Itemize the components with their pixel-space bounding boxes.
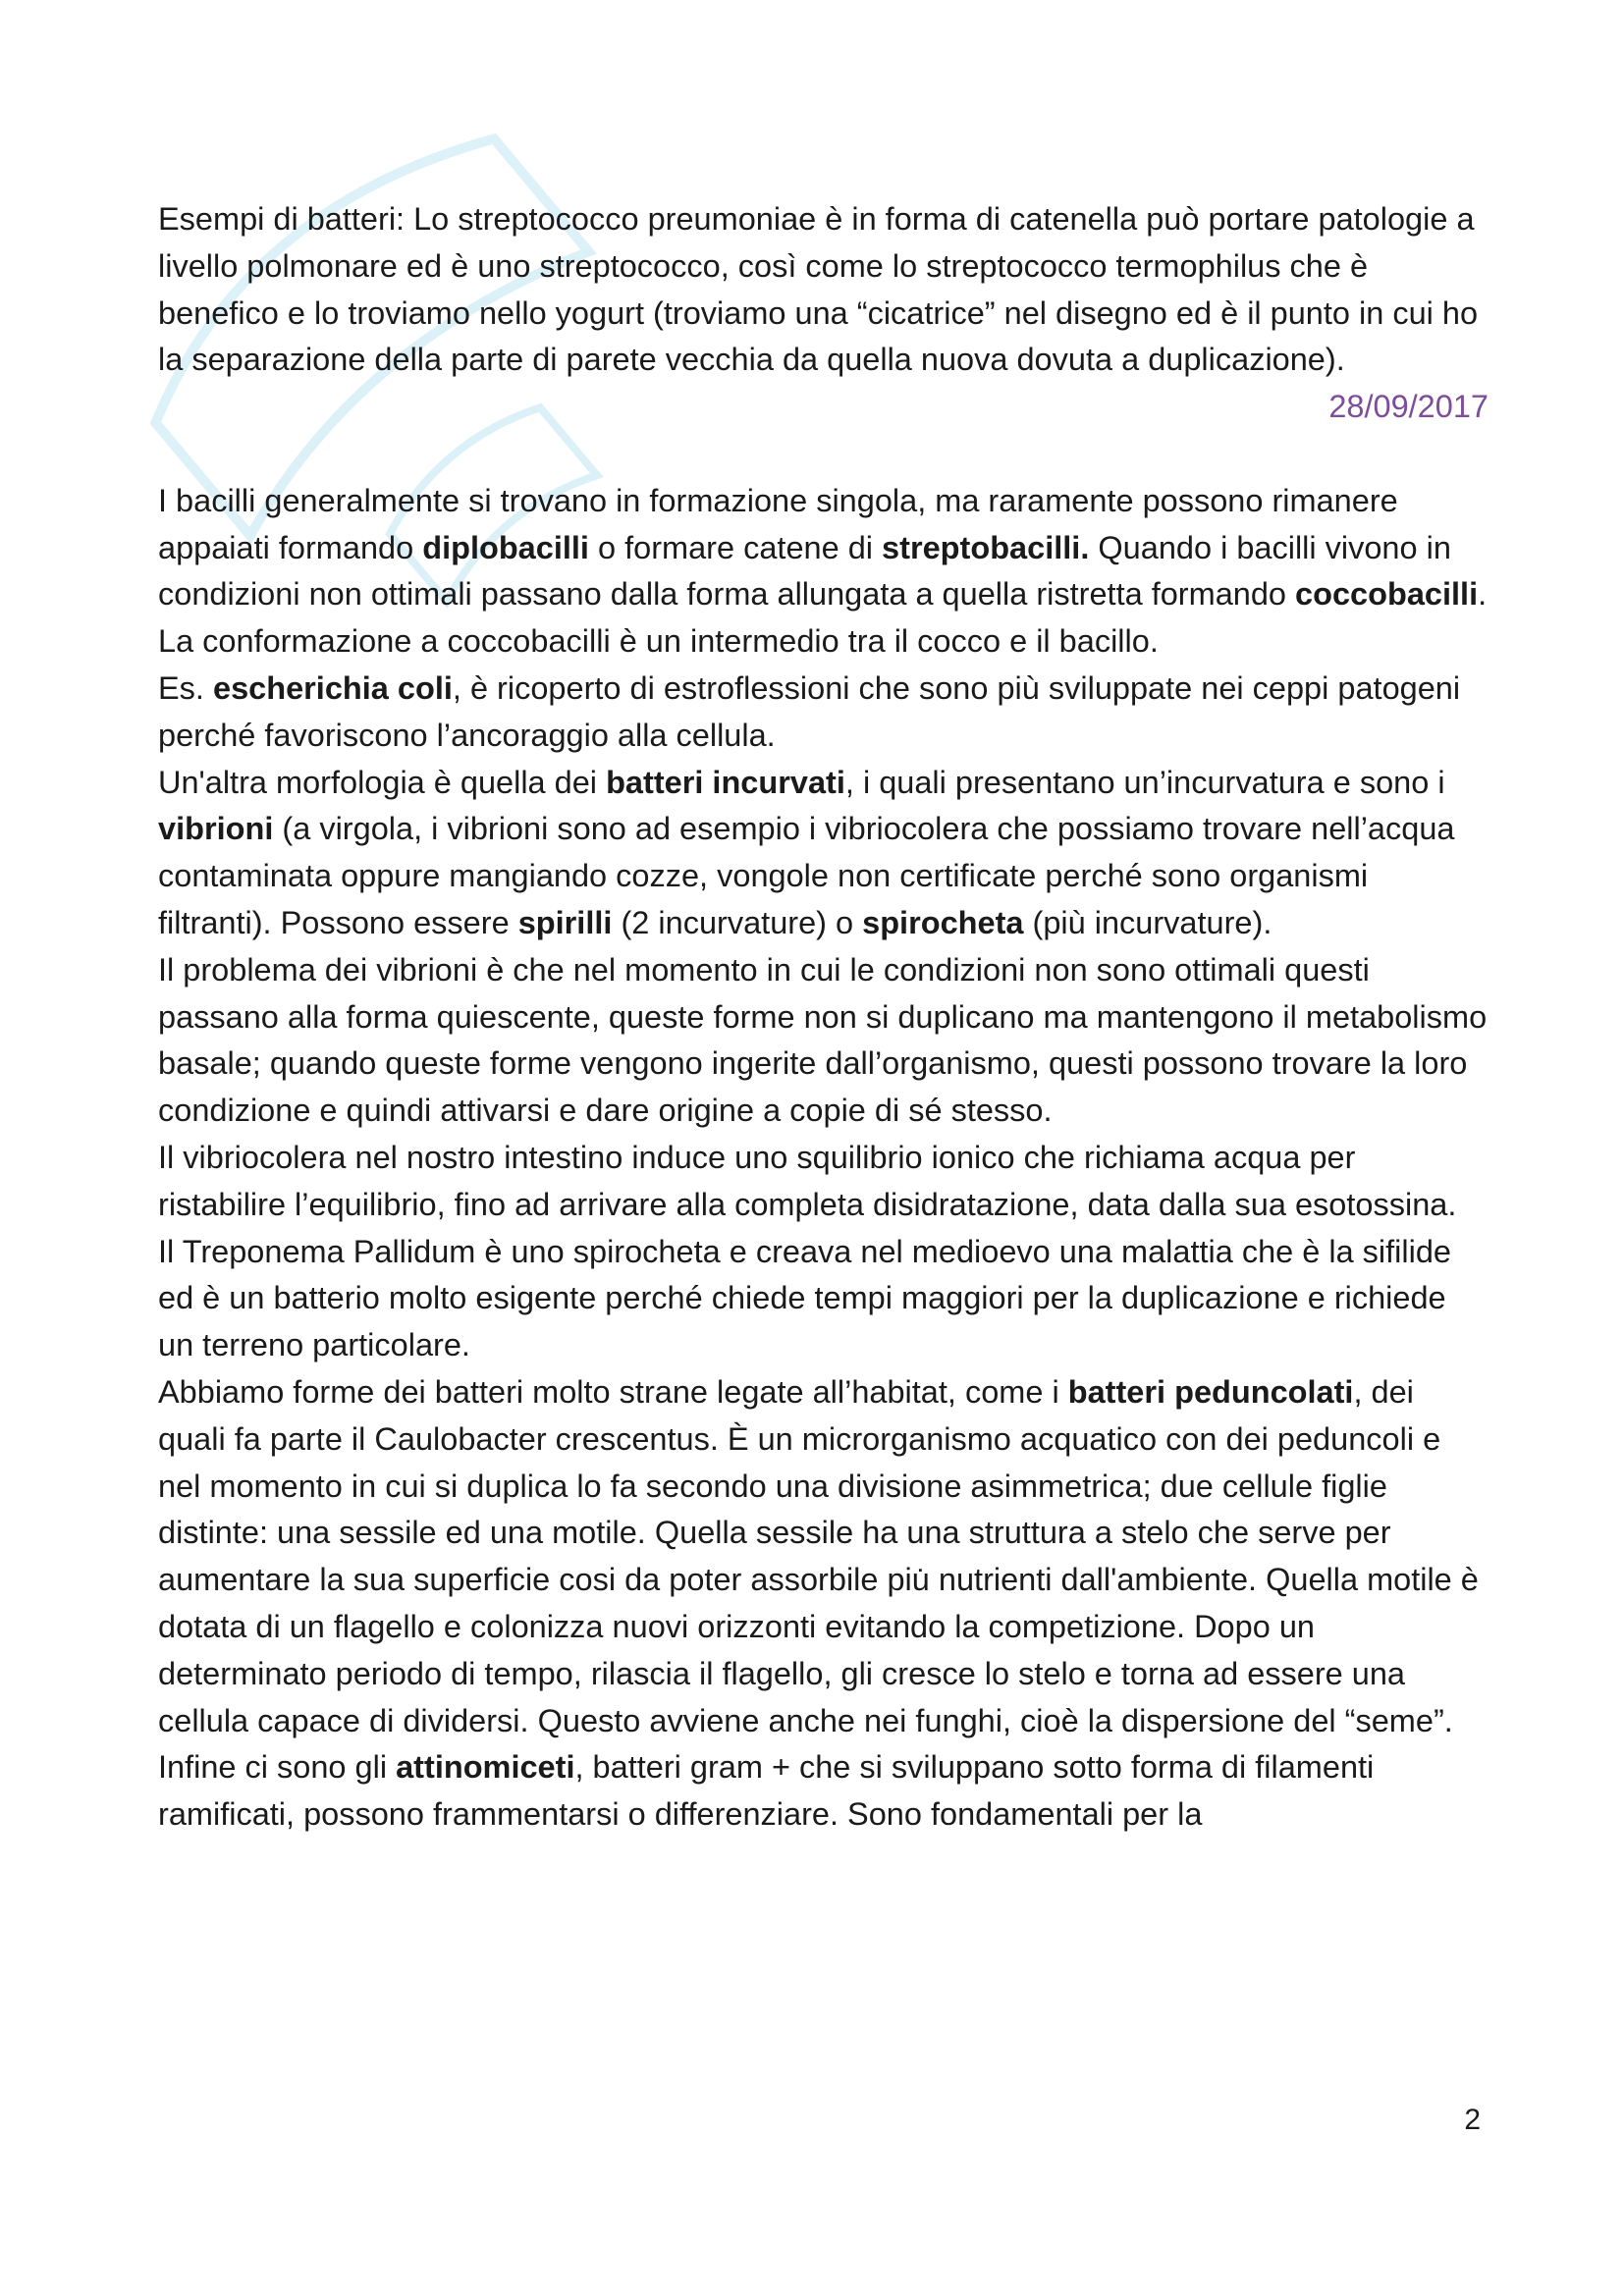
paragraph-bacilli: I bacilli generalmente si trovano in formazione singola, ma raramente possono rimanere appaiati formando diplobacilli o formare catene di streptobacilli. Quando i bacilli vivono in condizioni non ottimali passano dalla forma allungata a quella ristretta formando coccobacilli. La conformazione a coccobacilli è un intermedio tra il cocco e il bacillo. <box>158 482 1488 660</box>
paragraph-spacer <box>158 431 1489 478</box>
paragraph-treponema: Il Treponema Pallidum è uno spirocheta e creava nel medioevo una malattia che è la sifilide ed è un batterio molto esigente perché chiede tempi maggiori per la duplicazione e richiede un terreno particolare. <box>158 1233 1451 1363</box>
paragraph-vibrioni: Il problema dei vibrioni è che nel momento in cui le condizioni non sono ottimali questi passano alla forma quiescente, queste forme non si duplicano ma mantengono il metabolismo basale; quando queste forme vengono ingerite dall’organismo, questi possono trovare la loro condizione e quindi attivarsi e dare origine a copie di sé stesso. <box>158 951 1488 1129</box>
paragraph-vibriocolera: Il vibriocolera nel nostro intestino induce uno squilibrio ionico che richiama acqua per ristabilire l’equilibrio, fino ad arrivare alla completa disidratazione, data dalla sua esotossina. <box>158 1139 1457 1222</box>
document-body <box>158 196 1489 1839</box>
paragraph-batteri-incurvati: Un'altra morfologia è quella dei batteri incurvati, i quali presentano un’incurvatura e sono i vibrioni (a virgola, i vibrioni sono ad esempio i vibriocolera che possiamo trovare nell’acqua contaminata oppure mangiando cozze, vongole non certificate perché sono organismi filtranti). Possono essere spirilli (2 incurvature) o spirocheta (più incurvature). <box>158 764 1455 940</box>
paragraph-attinomiceti: Infine ci sono gli attinomiceti, batteri gram + che si sviluppano sotto forma di filamenti ramificati, possono frammentarsi o differenziare. Sono fondamentali per la <box>158 1749 1375 1833</box>
paragraph-streptococchi: Esempi di batteri: Lo streptococco preumoniae è in forma di catenella può portare patologie a livello polmonare ed è uno streptococco, così come lo streptococco termophilus che è benefico e lo troviamo nello yogurt (troviamo una “cicatrice” nel disegno ed è il punto in cui ho la separazione della parte di parete vecchia da quella nuova dovuta a duplicazione). <box>158 201 1479 378</box>
page-number: 2 <box>1464 2104 1481 2136</box>
paragraph-peduncolati: Abbiamo forme dei batteri molto strane legate all’habitat, come i batteri peduncolati, dei quali fa parte il Caulobacter crescentus. È un microrganismo acquatico con dei peduncoli e nel momento in cui si duplica lo fa secondo una divisione asimmetrica; due cellule figlie distinte: una sessile ed una motile. Quella sessile ha una struttura a stelo che serve per aumentare la sua superficie cosi da poter assorbile piu̇ nutrienti dall'ambiente. Quella motile è dotata di un flagello e colonizza nuovi orizzonti evitando la competizione. Dopo un determinato periodo di tempo, rilascia il flagello, gli cresce lo stelo e torna ad essere una cellula capace di dividersi. Questo avviene anche nei funghi, cioè la dispersione del “seme”. <box>158 1373 1479 1738</box>
lecture-date: 28/09/2017 <box>1328 389 1489 425</box>
paragraph-escherichia: Es. escherichia coli, è ricoperto di estroflessioni che sono più sviluppate nei ceppi patogeni perché favoriscono l’ancoraggio alla cellula. <box>158 669 1461 753</box>
